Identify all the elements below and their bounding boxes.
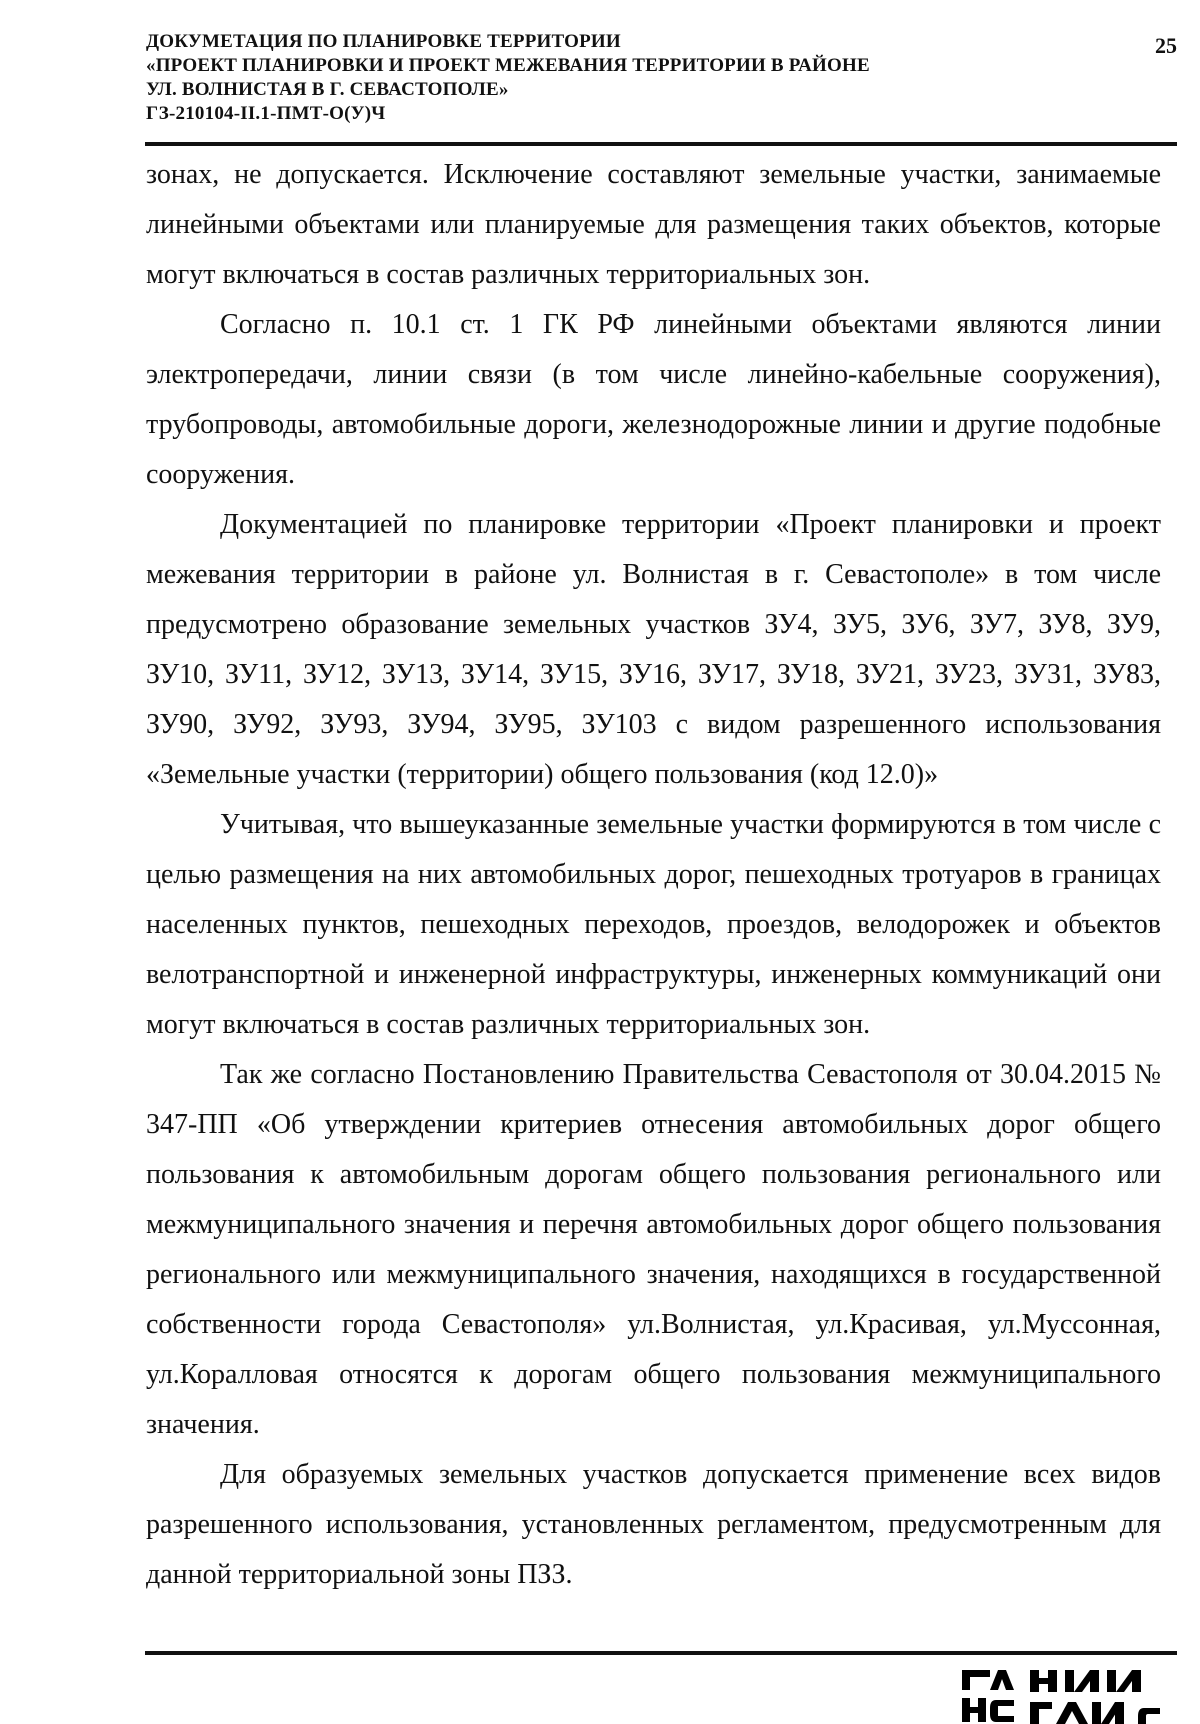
footer-divider [145,1651,1177,1655]
header-line-1: ДОКУМЕТАЦИЯ ПО ПЛАНИРОВКЕ ТЕРРИТОРИИ [146,31,621,52]
document-body [146,150,1161,1600]
paragraph-4: Учитывая, что вышеуказанные земельные участки формируются в том числе с целью размещения на них автомобильных дорог, пешеходных тротуаров в границах населенных пунктов, пешеходных переходов, проездов, велодорожек и объектов велотранспортной и инженерной инфраструктуры, инженерных коммуникаций они могут включаться в состав различных территориальных зон. [146,809,1161,1040]
paragraph-3: Документацией по планировке территории «Проект планировки и проект межевания территории в районе ул. Волнистая в г. Севастополе» в том числе предусмотрено образование земельных участков ЗУ4, ЗУ5, ЗУ6, ЗУ7, ЗУ8, ЗУ9, ЗУ10, ЗУ11, ЗУ12, ЗУ13, ЗУ14, ЗУ15, ЗУ16, ЗУ17, ЗУ18, ЗУ21, ЗУ23, ЗУ31, ЗУ83, ЗУ90, ЗУ92, ЗУ93, ЗУ94, ЗУ95, ЗУ103 с видом разрешенного использования «Земельные участки (территории) общего пользования (код 12.0)» [146,509,1161,790]
paragraph-2: Согласно п. 10.1 ст. 1 ГК РФ линейными объектами являются линии электропередачи, линии связи (в том числе линейно-кабельные сооружения), трубопроводы, автомобильные дороги, железнодорожные линии и другие подобные сооружения. [146,309,1161,490]
document-header [146,30,1046,126]
header-line-4: ГЗ-210104-II.1-ПМТ-О(У)Ч [146,103,386,124]
header-line-2: «ПРОЕКТ ПЛАНИРОВКИ И ПРОЕКТ МЕЖЕВАНИЯ ТЕРРИТОРИИ В РАЙОНЕ [146,55,870,76]
logo-mark-icon [960,1668,1170,1724]
header-divider [145,142,1177,146]
paragraph-5: Так же согласно Постановлению Правительства Севастополя от 30.04.2015 № 347-ПП «Об утверждении критериев отнесения автомобильных дорог общего пользования к автомобильным дорогам общего пользования регионального или межмуниципального значения и перечня автомобильных дорог общего пользования регионального или межмуниципального значения, находящихся в государственной собственности города Севастополя» ул.Волнистая, ул.Красивая, ул.Муссонная, ул.Коралловая относятся к дорогам общего пользования межмуниципального значения. [146,1059,1161,1440]
paragraph-6: Для образуемых земельных участков допускается применение всех видов разрешенного использования, установленных регламентом, предусмотренным для данной территориальной зоны ПЗЗ. [146,1459,1161,1590]
header-line-3: УЛ. ВОЛНИСТАЯ В Г. СЕВАСТОПОЛЕ» [146,79,509,100]
page-number: 25 [1155,33,1177,58]
organization-logo [960,1668,1170,1724]
paragraph-1: зонах, не допускается. Исключение составляют земельные участки, занимаемые линейными объектами или планируемые для размещения таких объектов, которые могут включаться в состав различных территориальных зон. [146,159,1161,290]
